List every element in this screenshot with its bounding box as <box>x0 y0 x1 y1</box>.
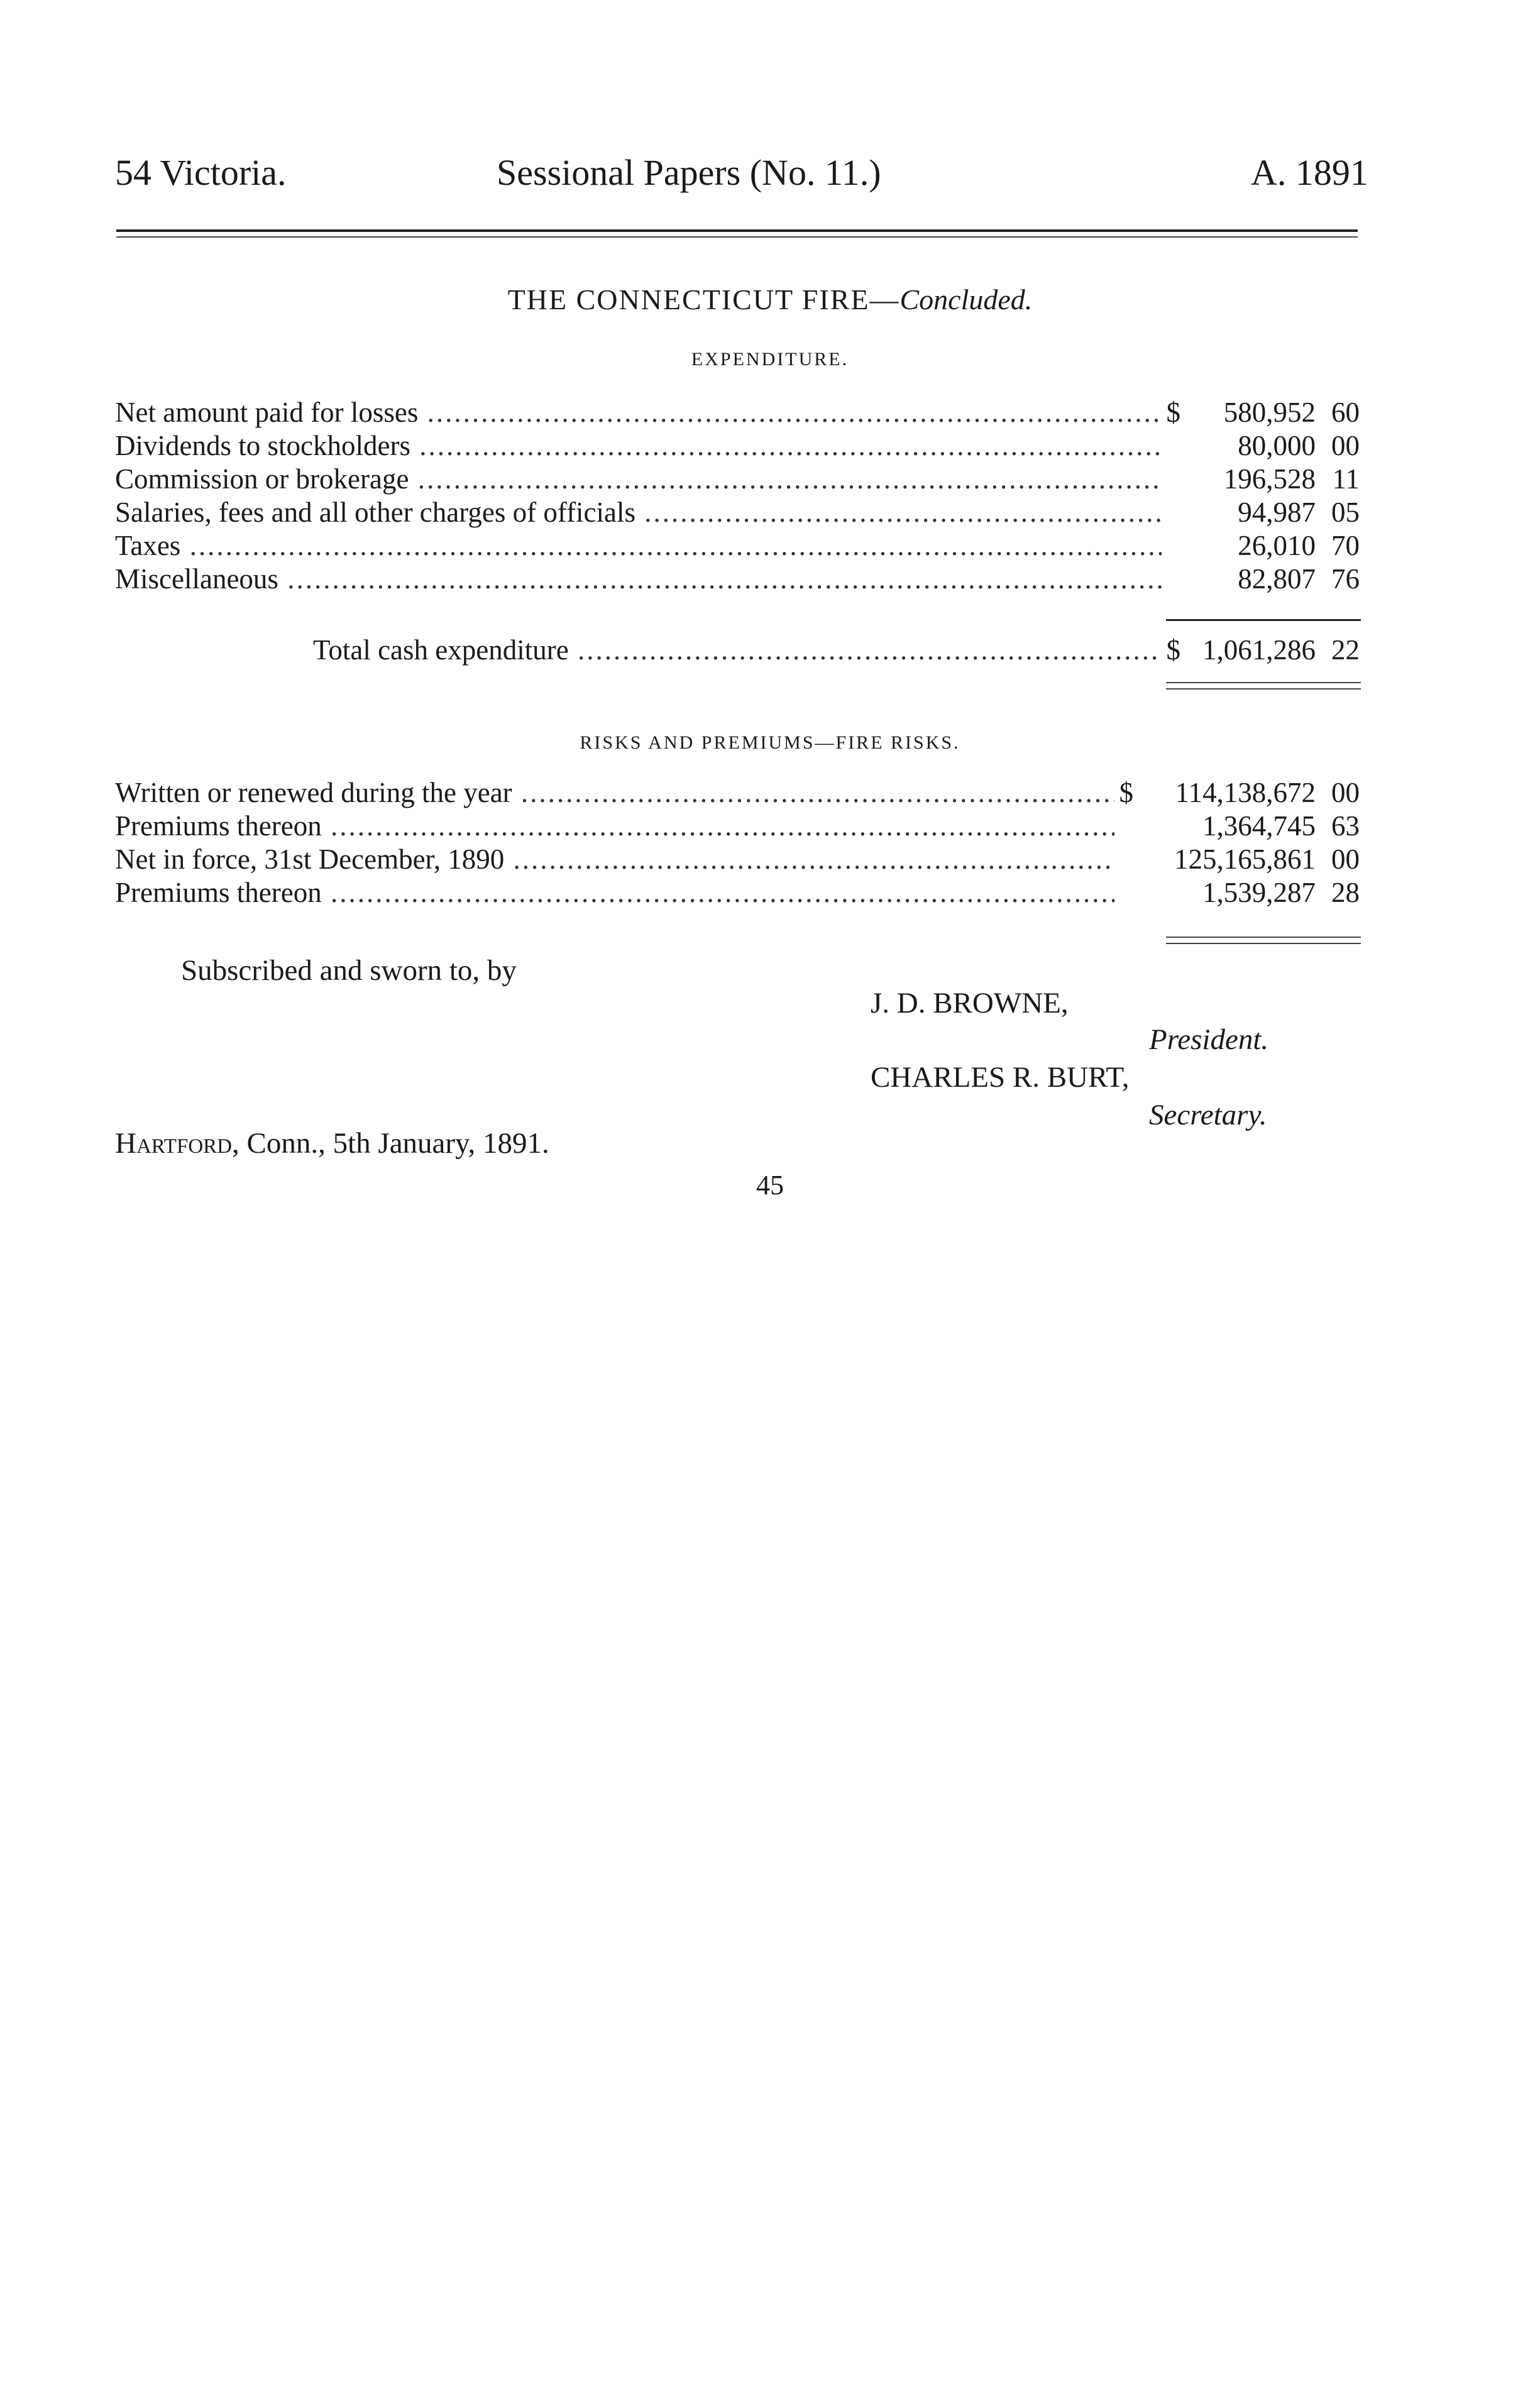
sum-rule <box>1166 619 1361 621</box>
row-amount: 1,539,287 <box>1202 877 1316 908</box>
expenditure-total <box>115 634 1360 667</box>
row-cents: 28 <box>1331 877 1360 908</box>
double-rule-bottom <box>1166 688 1361 690</box>
header-rule <box>116 229 1358 232</box>
dollar-sign: $ <box>1166 397 1180 428</box>
date-text: , Conn., 5th January, 1891. <box>232 1127 549 1160</box>
row-cents: 11 <box>1332 463 1360 495</box>
double-rule-top <box>1166 937 1361 938</box>
table-row <box>115 876 1360 910</box>
dollar-sign: $ <box>1166 634 1180 666</box>
risks-heading: RISKS AND PREMIUMS—FIRE RISKS. <box>580 732 960 753</box>
row-cents: 76 <box>1331 563 1360 595</box>
row-cents: 70 <box>1331 530 1360 561</box>
row-cents: 00 <box>1331 430 1360 461</box>
table-row <box>115 396 1360 429</box>
row-amount: 82,807 <box>1238 563 1316 595</box>
table-row <box>115 429 1360 463</box>
title-italic: Concluded. <box>899 283 1033 316</box>
risks-table <box>115 776 1360 910</box>
double-rule-top <box>1166 682 1361 683</box>
president-name: J. D. BROWNE, <box>871 987 1069 1020</box>
title-main: THE CONNECTICUT FIRE— <box>507 283 900 316</box>
table-row <box>115 776 1360 810</box>
row-cents: 00 <box>1331 777 1360 808</box>
row-amount: 1,364,745 <box>1202 810 1316 842</box>
row-label: Net amount paid for losses ..... <box>115 396 1162 429</box>
row-amount: 125,165,861 <box>1174 844 1316 875</box>
president-title <box>1149 1021 1268 1058</box>
table-row <box>115 810 1360 843</box>
row-cents: 60 <box>1331 397 1360 428</box>
header-rule-thin <box>116 236 1358 238</box>
row-label: Taxes ..... <box>115 529 1162 563</box>
secretary-title <box>1149 1097 1267 1133</box>
running-head-left: 54 Victoria. <box>115 152 287 193</box>
expenditure-table <box>115 396 1360 596</box>
page-title <box>0 283 1540 316</box>
dollar-sign: $ <box>1119 777 1133 808</box>
row-label: Net in force, 31st December, 1890 ..... <box>115 843 1114 876</box>
row-amount: 580,952 <box>1223 397 1316 428</box>
row-label: Dividends to stockholders ..... <box>115 429 1162 463</box>
table-row <box>115 463 1360 496</box>
row-cents: 05 <box>1331 497 1360 528</box>
row-amount: 196,528 <box>1223 463 1316 495</box>
president-title-text: President. <box>1149 1023 1269 1056</box>
secretary-name: CHARLES R. BURT, <box>871 1061 1130 1094</box>
row-label: Salaries, fees and all other charges of officials ..... <box>115 496 1162 529</box>
total-amount: 1,061,286 <box>1202 634 1316 666</box>
table-row <box>115 843 1360 876</box>
place-date <box>115 1125 549 1162</box>
row-label: Commission or brokerage ..... <box>115 463 1162 496</box>
row-label: Premiums thereon ..... <box>115 876 1114 910</box>
total-cents: 22 <box>1331 634 1360 666</box>
row-label: Premiums thereon ..... <box>115 810 1114 843</box>
place-name: Hartford <box>115 1127 232 1160</box>
row-amount: 114,138,672 <box>1175 777 1316 808</box>
row-amount: 80,000 <box>1238 430 1316 461</box>
row-amount: 94,987 <box>1238 497 1316 528</box>
total-row <box>115 634 1360 667</box>
secretary-title-text: Secretary. <box>1149 1099 1267 1131</box>
table-row <box>115 496 1360 529</box>
row-cents: 63 <box>1331 810 1360 842</box>
running-head-right: A. 1891 <box>1251 152 1368 193</box>
row-cents: 00 <box>1331 844 1360 875</box>
sworn-statement: Subscribed and sworn to, by <box>181 954 517 987</box>
row-amount: 26,010 <box>1238 530 1316 561</box>
row-label: Miscellaneous ..... <box>115 563 1162 596</box>
page-number: 45 <box>756 1170 784 1201</box>
total-label: Total cash expenditure ..... <box>313 634 1162 667</box>
table-row <box>115 563 1360 596</box>
row-label: Written or renewed during the year ..... <box>115 776 1114 810</box>
running-head-center: Sessional Papers (No. 11.) <box>497 152 881 193</box>
table-row <box>115 529 1360 563</box>
expenditure-heading: EXPENDITURE. <box>691 349 849 370</box>
double-rule-bottom <box>1166 943 1361 944</box>
